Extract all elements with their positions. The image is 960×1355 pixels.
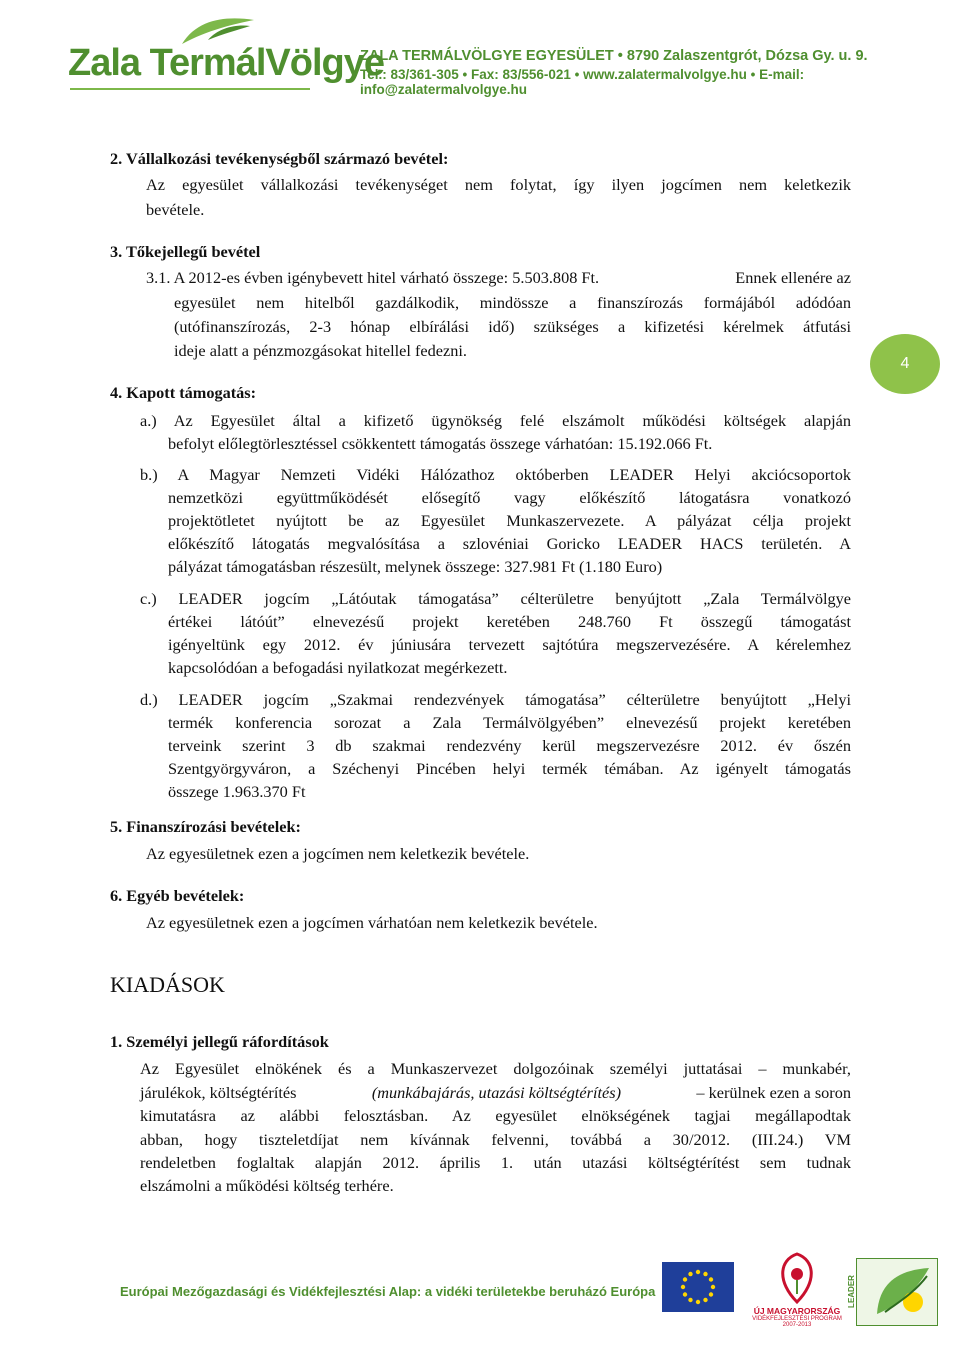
paragraph-line [146,266,851,289]
paragraph-line: nemzetközi együttműködését elősegítő vagy előkészítő látogatásra vonatkozó [168,488,851,507]
section-title: 2. Vállalkozási tevékenységből származó bevétel: [110,149,449,168]
eu-flag-icon [662,1262,734,1312]
section-title: 4. Kapott támogatás: [110,383,257,402]
paragraph-line: igényeltünk egy 2012. év júniusára tervezett sajtótúra megszervezésére. A kérelemhez [168,635,851,654]
paragraph-line: összege 1.963.370 Ft [168,782,306,801]
eu-star-icon [683,1277,687,1281]
paragraph-line: (utófinanszírozás, 2-3 hónap elbírálási idő) szükséges a kifizetési kérelmek átfutási [174,317,851,336]
logo-text: Zala TermálVölgye [68,42,384,84]
paragraph-line: befolyt előlegtörlesztéssel csökkentett támogatás összege várhatóan: 15.192.066 Ft. [168,434,713,453]
eu-star-icon [709,1292,713,1296]
eu-star-icon [688,1298,692,1302]
paragraph-segment-italic: (munkábajárás, utazási költségtérítés) [371,1083,621,1102]
paragraph-segment: 3.1. A 2012-es évben igénybevett hitel várható összege: 5.503.808 Ft. [146,268,600,287]
paragraph-line: elszámolni a működési költség terhére. [140,1176,394,1195]
paragraph-line: abban, hogy tiszteletdíjat nem kívánnak felvenni, továbbá a 30/2012. (III.24.) VM [140,1130,851,1149]
umvp-title: ÚJ MAGYARORSZÁG [753,1306,841,1316]
section-title: 6. Egyéb bevételek: [110,886,245,905]
logo-underline [70,88,310,90]
paragraph-line: Az Egyesület elnökének és a Munkaszervezet dolgozóinak személyi juttatásai – munkabér, [140,1059,851,1078]
section-title: 3. Tőkejellegű bevétel [110,242,261,261]
eu-star-icon [681,1285,685,1289]
eu-star-icon [709,1277,713,1281]
paragraph-line: terveink szerint 3 db szakmai rendezvény kerül megszervezésre 2012. év őszén [168,736,851,755]
paragraph-line: pályázat támogatásban részesült, melynek összege: 327.981 Ft (1.180 Euro) [168,557,663,576]
footer-eafrd-text: Európai Mezőgazdasági és Vidékfejlesztési Alap: a vidéki területekbe beruházó Európa [120,1284,656,1299]
eu-star-icon [683,1292,687,1296]
leader-label: LEADER [846,1275,856,1308]
paragraph-segment: járulékok, költségtérítés [140,1083,297,1102]
paragraph-line: bevétele. [146,200,205,219]
paragraph-line: Az egyesület vállalkozási tevékenységet nem folytat, így ilyen jogcímen nem keletkezik [146,175,851,194]
umvp-logo [752,1252,842,1352]
header-address: ZALA TERMÁLVÖLGYE EGYESÜLET • 8790 Zalaszentgrót, Dózsa Gy. u. 9. [360,48,868,64]
eu-star-icon [703,1272,707,1276]
header-contacts: Tel.: 83/361-305 • Fax: 83/556-021 • www.zalatermalvolgye.hu • E-mail: info@zalatermalvolgye.hu [360,67,805,97]
paragraph-line: kimutatásra az alábbi felosztásban. Az egyesület elnökségének tagjai megállapodtak [140,1106,851,1125]
leader-emblem-icon [869,1262,939,1322]
umvp-subtitle: VIDÉKFEJLESZTÉSI PROGRAM [752,1316,842,1322]
eu-star-icon [696,1270,700,1274]
section-title: 5. Finanszírozási bevételek: [110,817,301,836]
paragraph-line: termék konferencia sorozat a Zala Termálvölgyében” elnevezésű projekt keretében [168,713,851,732]
umvp-years: 2007-2013 [782,1322,812,1328]
eu-star-icon [688,1272,692,1276]
leader-logo [846,1258,938,1326]
paragraph-line: ideje alatt a pénzmozgásokat hitellel fedezni. [174,341,467,360]
paragraph-line: Az egyesületnek ezen a jogcímen várhatóan nem keletkezik bevétele. [146,913,598,932]
paragraph-line: projektötletet nyújtott be az Egyesület Munkaszervezete. A pályázat célja projekt [168,511,851,530]
paragraph-line: b.) A Magyar Nemzeti Vidéki Hálózathoz októberben LEADER Helyi akciócsoportok [140,465,851,484]
paragraph-line: Az egyesületnek ezen a jogcímen nem keletkezik bevétele. [146,844,530,863]
paragraph-line: d.) LEADER jogcím „Szakmai rendezvények támogatása” célterületre benyújtott „Helyi [140,690,851,709]
paragraph-segment: – kerülnek ezen a soron [696,1083,851,1102]
paragraph-line: rendeletben foglaltak alapján 2012. április 1. után utazási költségtérítést sem tudnak [140,1153,851,1172]
section-title: 1. Személyi jellegű ráfordítások [110,1032,329,1051]
eu-star-icon [696,1300,700,1304]
eu-star-icon [703,1298,707,1302]
paragraph-line: értékei látóút” elnevezésű projekt keretében 248.760 Ft összegű támogatást [168,612,851,631]
paragraph-segment: Ennek ellenére az [735,268,851,287]
page-number-badge: 4 [870,334,940,394]
chapter-title: KIADÁSOK [110,972,225,997]
paragraph-line [140,1081,851,1104]
eu-star-icon [711,1285,715,1289]
paragraph-line: kapcsolódóan a befogadási nyilatkozat megérkezett. [168,658,508,677]
paragraph-line: Szentgyörgyváron, a Széchenyi Pincében helyi termék témában. Az igényelt támogatás [168,759,851,778]
paragraph-line: előkészítő látogatás megvalósítása a szlovéniai Goricko LEADER HACS területén. A [168,534,851,553]
header [0,0,960,100]
paragraph-line: egyesület nem hitelből gazdálkodik, mindössze a finanszírozás formájából adódóan [174,293,851,312]
umvp-emblem-icon [775,1252,819,1304]
paragraph-line: a.) Az Egyesület által a kifizető ügynökség felé elszámolt működési költségek alapján [140,411,851,430]
paragraph-line: c.) LEADER jogcím „Látóutak támogatása” célterületre benyújtott „Zala Termálvölgye [140,589,851,608]
